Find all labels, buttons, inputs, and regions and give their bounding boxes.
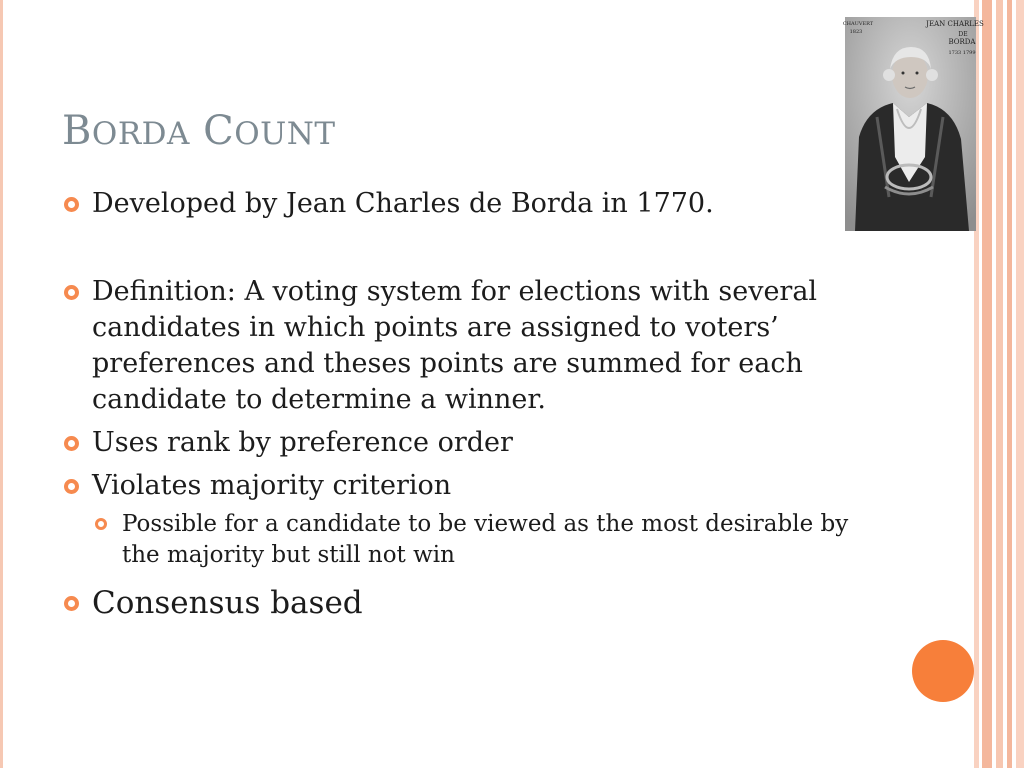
bullet-item [62, 583, 842, 623]
portrait-caption-de: DE [958, 31, 968, 38]
decorative-orange-circle [912, 640, 974, 702]
borda-portrait [842, 17, 984, 231]
sub-bullet-text: Possible for a candidate to be viewed as the most desirable by the majority but still not win [122, 511, 849, 568]
slide-title: BORDA COUNT [62, 108, 336, 154]
bullet-item [62, 274, 842, 418]
bullet-list [62, 186, 849, 623]
portrait-caption-years: 1733 1799 [948, 50, 976, 56]
sub-bullet-item [92, 509, 862, 571]
bullet-circle-icon [64, 285, 79, 300]
bullet-text: Definition: A voting system for elections with several candidates in which points are assigned to voters’ preferences and theses points are summed for each candidate to determine a winner. [92, 276, 818, 415]
right-decorative-stripes [974, 0, 1024, 768]
portrait-caption-left-year: 1823 [849, 29, 863, 35]
bullet-item [62, 425, 842, 461]
bullet-circle-icon [64, 596, 79, 611]
bullet-text: Violates majority criterion [92, 470, 452, 501]
portrait-caption-left-top: CHAUVERT [842, 21, 874, 27]
portrait-caption-surname: BORDA [948, 38, 976, 46]
sub-bullet-circle-icon [95, 518, 107, 530]
bullet-item [62, 468, 842, 504]
bullet-text: Uses rank by preference order [92, 427, 513, 458]
bullet-text: Developed by Jean Charles de Borda in 1770. [92, 188, 714, 219]
left-decorative-rule [0, 0, 3, 768]
bullet-circle-icon [64, 436, 79, 451]
bullet-circle-icon [64, 479, 79, 494]
bullet-circle-icon [64, 197, 79, 212]
bullet-item [62, 186, 842, 222]
portrait-image [842, 17, 984, 231]
bullet-text: Consensus based [92, 585, 363, 621]
portrait-caption-name: JEAN CHARLES [926, 20, 984, 28]
